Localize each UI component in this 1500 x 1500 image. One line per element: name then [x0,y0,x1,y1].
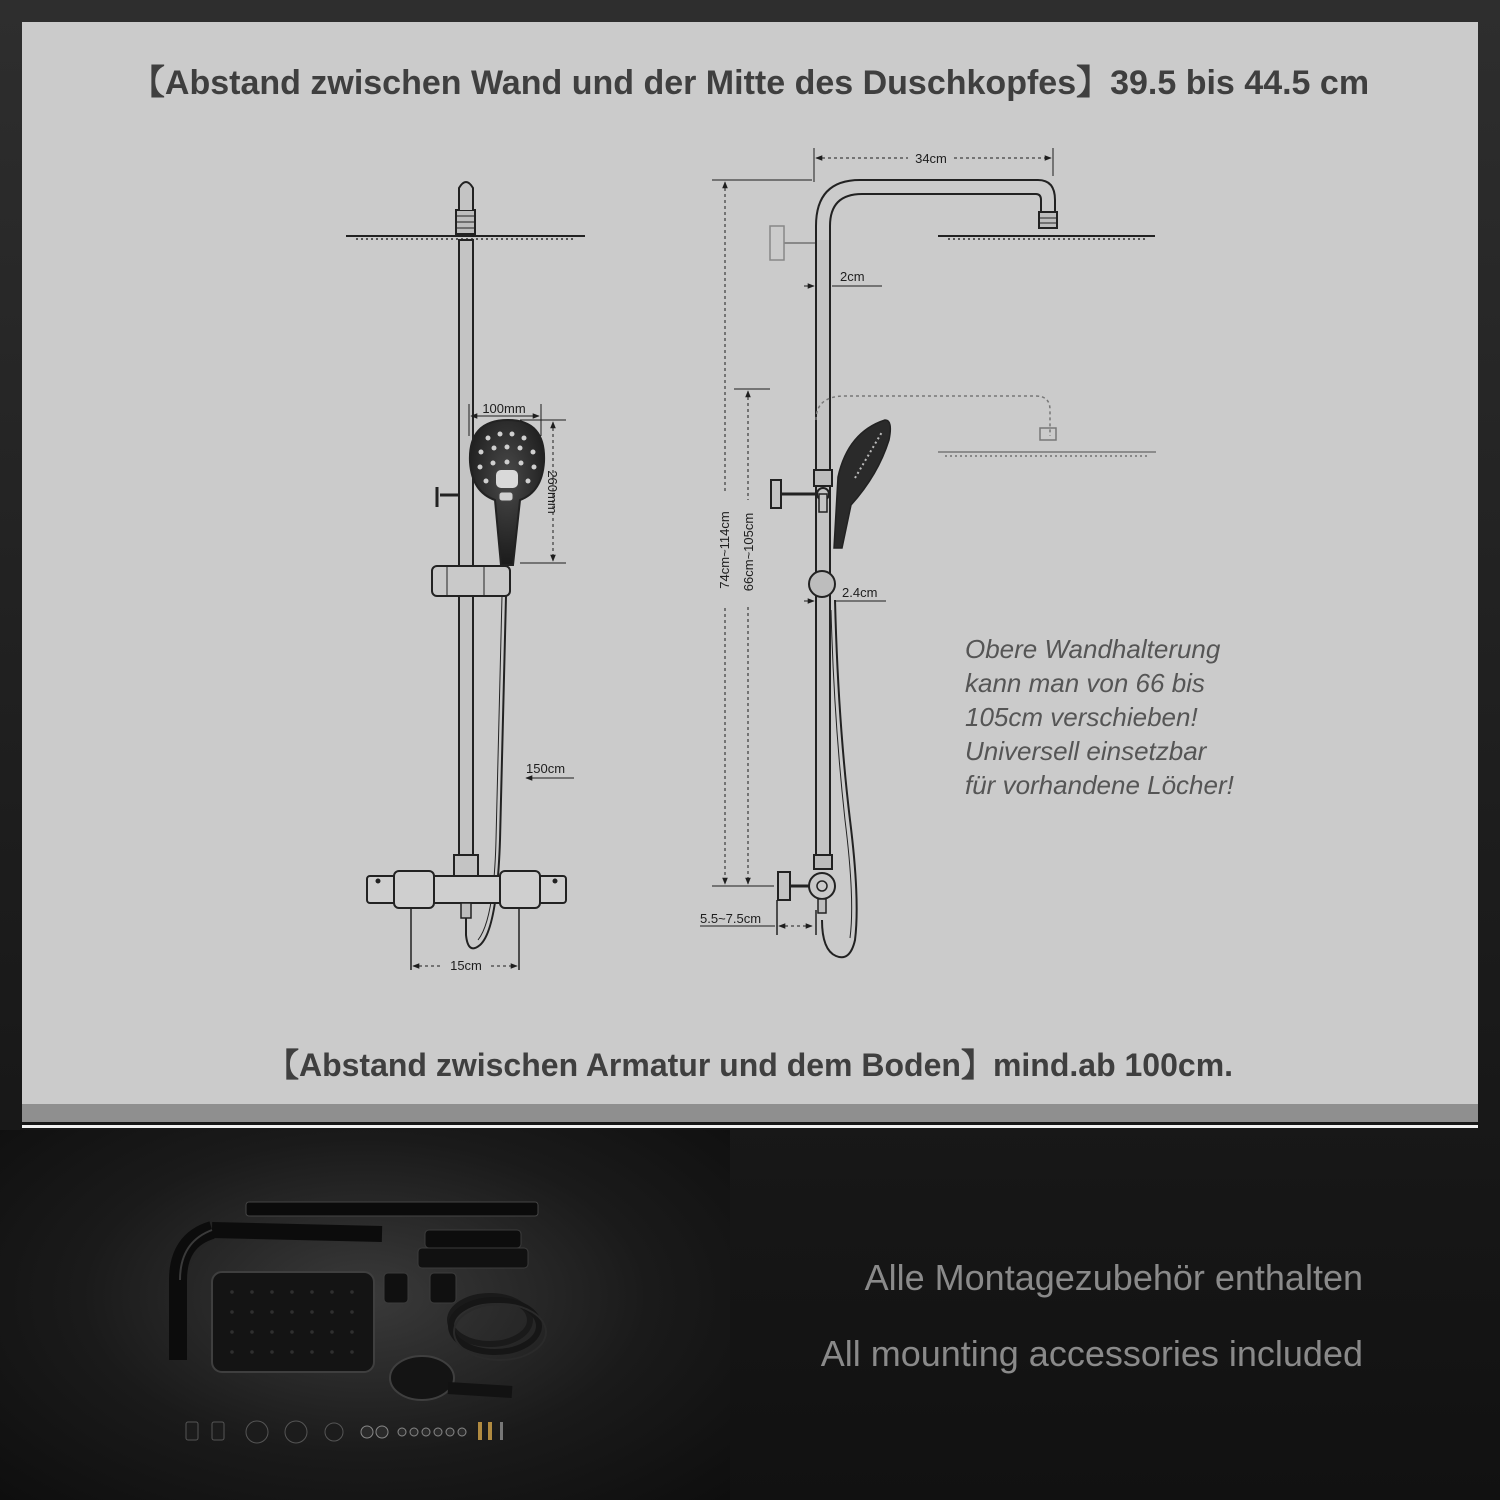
note-line: kann man von 66 bis [965,668,1205,698]
note-line: für vorhandene Löcher! [965,770,1234,800]
pipe-diameter-label: 2cm [840,269,865,284]
hose-length-label: 150cm [526,761,566,776]
front-hand-shower [470,420,544,565]
slider-diameter-label: 2.4cm [842,585,878,600]
side-view-shower [770,180,1156,957]
accessories-section [0,1130,1500,1500]
accessories-photo [0,1130,730,1500]
floor-distance-heading: 【Abstand zwischen Armatur und dem Boden】mind.ab 100cm. [266,1047,1234,1083]
hand-shower-width-label: 100mm [482,401,526,416]
note-line: Universell einsetzbar [965,736,1207,766]
arm-reach-label: 34cm [915,151,947,166]
wall-offset-label: 5.5~7.5cm [700,911,762,926]
note-line: Obere Wandhalterung [965,634,1221,664]
note-line: 105cm verschieben! [965,702,1198,732]
accessories-text-de: Alle Montagezubehör enthalten [864,1257,1363,1298]
inlet-spacing-label: 15cm [450,958,482,973]
accessories-text-en: All mounting accessories included [820,1333,1363,1374]
bracket-note [965,632,1234,802]
bracket-range-label: 66cm~105cm [741,512,756,592]
total-height-range-label: 74cm~114cm [717,511,732,589]
front-view-shower [346,182,585,970]
hand-shower-length-label: 260mm [545,470,560,514]
wall-distance-heading: 【Abstand zwischen Wand und der Mitte des Duschkopfes】39.5 bis 44.5 cm [130,64,1370,102]
